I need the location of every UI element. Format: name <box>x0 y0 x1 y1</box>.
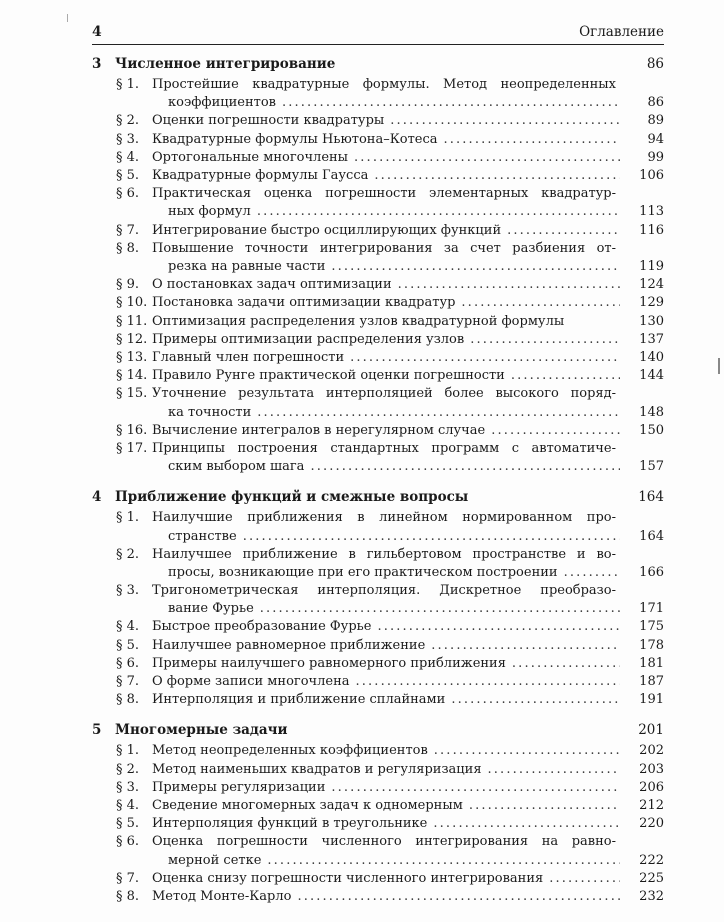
toc-entry <box>92 422 664 440</box>
section-line <box>152 742 664 760</box>
section-page: 99 <box>647 149 664 165</box>
toc-entry <box>92 167 664 185</box>
toc-entry <box>92 367 664 385</box>
scan-artifact <box>718 358 720 374</box>
toc-entry <box>92 131 664 149</box>
section-line <box>152 294 664 312</box>
section-title: коэффициентов <box>168 95 276 111</box>
chapter-heading <box>92 489 664 509</box>
section-title: Наилучшее равномерное приближение <box>152 637 426 653</box>
section-number: § 6. <box>116 186 140 202</box>
section-number: § 16. <box>116 422 148 438</box>
section-title: Тригонометрическая интерполяция. Дискретное преобразо- <box>152 583 616 599</box>
section-title: странстве <box>168 528 237 544</box>
dot-leader <box>461 294 620 312</box>
section-line <box>152 276 664 294</box>
section-body <box>152 546 664 582</box>
section-line <box>152 870 664 888</box>
section-number: § 6. <box>116 655 140 671</box>
toc-entry <box>92 655 664 673</box>
toc-entry <box>92 240 664 276</box>
section-number: § 10. <box>116 295 148 311</box>
section-line <box>152 203 664 221</box>
section-title: Интерполяция и приближение сплайнами <box>152 692 446 708</box>
section-line <box>152 404 664 422</box>
section-title: Наилучшее приближение в гильбертовом пространстве и во- <box>152 546 616 562</box>
section-number: § 7. <box>116 870 140 886</box>
section-number: § 2. <box>116 113 140 129</box>
section-title: резка на равные части <box>168 258 326 274</box>
section-title: Правило Рунге практической оценки погрешности <box>152 368 505 384</box>
toc-entry <box>92 582 664 618</box>
section-line <box>152 258 664 276</box>
section-body <box>152 637 664 655</box>
section-number: § 15. <box>116 386 148 402</box>
section-body <box>152 509 664 545</box>
section-line <box>152 655 664 673</box>
section-number: § 9. <box>116 277 140 293</box>
toc-entry <box>92 112 664 130</box>
section-number: § 4. <box>116 619 140 635</box>
section-line <box>152 440 664 458</box>
section-number: § 13. <box>116 349 148 365</box>
dot-leader <box>434 742 620 760</box>
section-line <box>152 528 664 546</box>
section-title: Сведение многомерных задач к одномерным <box>152 798 463 814</box>
section-page: 181 <box>639 655 664 671</box>
table-of-contents <box>92 56 664 906</box>
dot-leader <box>390 112 620 130</box>
section-line <box>152 185 664 203</box>
chapter-page: 201 <box>638 722 664 739</box>
section-line <box>152 149 664 167</box>
toc-entry <box>92 509 664 545</box>
chapter-title: Приближение функций и смежные вопросы <box>115 489 469 506</box>
chapter-page: 86 <box>646 56 664 72</box>
chapter-number: 5 <box>92 722 102 739</box>
section-body <box>152 779 664 797</box>
dot-leader <box>564 564 620 582</box>
chapter-title: Численное интегрирование <box>115 56 336 72</box>
chapter-title: Многомерные задачи <box>115 722 288 739</box>
dot-leader <box>469 797 620 815</box>
section-line <box>152 582 664 600</box>
toc-entry <box>92 385 664 421</box>
section-line <box>152 564 664 582</box>
section-body <box>152 691 664 709</box>
section-number: § 7. <box>116 674 140 690</box>
section-line <box>152 422 664 440</box>
section-title: мерной сетке <box>168 852 262 868</box>
toc-entry <box>92 546 664 582</box>
section-page: 187 <box>639 674 664 690</box>
section-page: 171 <box>639 601 664 617</box>
section-line <box>152 546 664 564</box>
toc-entry <box>92 276 664 294</box>
section-page: 157 <box>639 459 664 475</box>
running-head: Оглавление <box>579 24 664 40</box>
toc-entry <box>92 349 664 367</box>
dot-leader <box>444 131 621 149</box>
section-body <box>152 331 664 349</box>
section-title: Постановка задачи оптимизации квадратур <box>152 295 456 311</box>
dot-leader <box>470 331 620 349</box>
section-body <box>152 167 664 185</box>
section-line <box>152 313 664 331</box>
section-number: § 12. <box>116 331 148 347</box>
section-body <box>152 761 664 779</box>
section-number: § 8. <box>116 889 140 905</box>
section-title: Метод неопределенных коэффициентов <box>152 743 428 759</box>
section-number: § 7. <box>116 222 140 238</box>
section-body <box>152 422 664 440</box>
section-title: ных формул <box>168 204 251 220</box>
section-page: 220 <box>639 816 664 832</box>
toc-entry <box>92 888 664 906</box>
toc-entry <box>92 779 664 797</box>
section-body <box>152 440 664 476</box>
section-title: Наилучшие приближения в линейном нормированном про- <box>152 510 616 526</box>
section-number: § 4. <box>116 798 140 814</box>
section-number: § 5. <box>116 167 140 183</box>
section-title: Ортогональные многочлены <box>152 149 349 165</box>
section-title: О форме записи многочлена <box>152 674 350 690</box>
section-number: § 6. <box>116 834 140 850</box>
toc-entry <box>92 331 664 349</box>
section-title: Метод наименьших квадратов и регуляризация <box>152 761 482 777</box>
section-number: § 4. <box>116 149 140 165</box>
section-body <box>152 76 664 112</box>
toc-entry <box>92 833 664 869</box>
section-body <box>152 294 664 312</box>
dot-leader <box>398 276 620 294</box>
section-body <box>152 673 664 691</box>
section-line <box>152 94 664 112</box>
section-body <box>152 742 664 760</box>
chapter-page: 164 <box>638 489 664 506</box>
section-body <box>152 240 664 276</box>
section-title: Быстрое преобразование Фурье <box>152 619 372 635</box>
section-line <box>152 797 664 815</box>
toc-entry <box>92 149 664 167</box>
section-title: просы, возникающие при его практическом построении <box>168 564 558 580</box>
section-title: Интерполяция функций в треугольнике <box>152 816 428 832</box>
section-title: Квадратурные формулы Гаусса <box>152 167 369 183</box>
section-page: 140 <box>639 349 664 365</box>
toc-entry <box>92 185 664 221</box>
section-number: § 8. <box>116 692 140 708</box>
section-number: § 1. <box>116 743 140 759</box>
section-title: Уточнение результата интерполяцией более высокого поряд- <box>152 386 616 402</box>
section-page: 89 <box>647 113 664 129</box>
section-page: 86 <box>647 95 664 111</box>
dot-leader <box>431 637 620 655</box>
section-page: 164 <box>639 528 664 544</box>
section-line <box>152 888 664 906</box>
toc-entry <box>92 618 664 636</box>
section-number: § 8. <box>116 240 140 256</box>
dot-leader <box>507 222 620 240</box>
toc-entry <box>92 691 664 709</box>
dot-leader <box>356 673 620 691</box>
page-number: 4 <box>92 24 102 40</box>
section-title: ским выбором шага <box>168 459 305 475</box>
dot-leader <box>491 422 620 440</box>
section-line <box>152 618 664 636</box>
section-title: Оценка погрешности численного интегрирования на равно- <box>152 834 616 850</box>
scan-artifact <box>67 14 68 22</box>
section-page: 106 <box>639 167 664 183</box>
page-header <box>92 24 664 45</box>
section-page: 124 <box>639 277 664 293</box>
section-title: Принципы построения стандартных программ с автоматиче- <box>152 440 616 456</box>
toc-entry <box>92 870 664 888</box>
toc-entry <box>92 440 664 476</box>
section-body <box>152 276 664 294</box>
section-body <box>152 367 664 385</box>
section-title: Главный член погрешности <box>152 349 345 365</box>
section-body <box>152 313 664 331</box>
section-body <box>152 870 664 888</box>
section-page: 225 <box>639 870 664 886</box>
chapter-number: 4 <box>92 489 102 506</box>
toc-entry <box>92 294 664 312</box>
section-page: 191 <box>639 692 664 708</box>
section-number: § 11. <box>116 313 148 329</box>
section-number: § 2. <box>116 546 140 562</box>
section-line <box>152 691 664 709</box>
section-body <box>152 655 664 673</box>
section-page: 203 <box>639 761 664 777</box>
section-number: § 14. <box>116 368 148 384</box>
section-line <box>152 240 664 258</box>
dot-leader <box>257 404 620 422</box>
dot-leader <box>374 167 620 185</box>
section-line <box>152 852 664 870</box>
section-page: 129 <box>639 295 664 311</box>
section-title: О постановках задач оптимизации <box>152 277 392 293</box>
section-line <box>152 76 664 94</box>
section-page: 94 <box>647 131 664 147</box>
dot-leader <box>377 618 620 636</box>
section-title: ка точности <box>168 404 252 420</box>
section-body <box>152 131 664 149</box>
section-title: вание Фурье <box>168 601 254 617</box>
chapter-heading <box>92 56 664 76</box>
section-body <box>152 618 664 636</box>
section-number: § 3. <box>116 583 140 599</box>
section-title: Квадратурные формулы Ньютона–Котеса <box>152 131 438 147</box>
section-page: 175 <box>639 619 664 635</box>
section-body <box>152 888 664 906</box>
toc-entry <box>92 742 664 760</box>
section-number: § 1. <box>116 77 140 92</box>
section-title: Оценки погрешности квадратуры <box>152 113 385 129</box>
dot-leader <box>297 888 620 906</box>
section-page: 148 <box>639 404 664 420</box>
dot-leader <box>260 600 620 618</box>
section-page: 130 <box>639 313 664 329</box>
section-page: 222 <box>639 852 664 868</box>
toc-entry <box>92 76 664 112</box>
section-body <box>152 815 664 833</box>
toc-entry <box>92 761 664 779</box>
dot-leader <box>257 203 620 221</box>
section-page: 119 <box>639 258 664 274</box>
section-page: 137 <box>639 331 664 347</box>
section-body <box>152 349 664 367</box>
section-title: Интегрирование быстро осциллирующих функций <box>152 222 502 238</box>
section-line <box>152 222 664 240</box>
dot-leader <box>549 870 620 888</box>
section-page: 178 <box>639 637 664 653</box>
section-title: Примеры наилучшего равномерного приближения <box>152 655 506 671</box>
section-title: Оптимизация распределения узлов квадратурной формулы <box>152 313 565 329</box>
section-line <box>152 367 664 385</box>
section-page: 212 <box>639 798 664 814</box>
section-line <box>152 385 664 403</box>
section-title: Простейшие квадратурные формулы. Метод неопределенных <box>152 77 616 92</box>
toc-entry <box>92 222 664 240</box>
section-page: 232 <box>639 889 664 905</box>
section-line <box>152 349 664 367</box>
section-page: 206 <box>639 779 664 795</box>
section-body <box>152 797 664 815</box>
section-line <box>152 637 664 655</box>
section-body <box>152 185 664 221</box>
section-line <box>152 331 664 349</box>
section-body <box>152 582 664 618</box>
chapter-number: 3 <box>92 56 102 72</box>
section-line <box>152 112 664 130</box>
dot-leader <box>354 149 620 167</box>
section-number: § 2. <box>116 761 140 777</box>
section-page: 150 <box>639 422 664 438</box>
section-line <box>152 131 664 149</box>
section-number: § 5. <box>116 637 140 653</box>
dot-leader <box>488 761 620 779</box>
dot-leader <box>350 349 620 367</box>
section-line <box>152 458 664 476</box>
toc-entry <box>92 313 664 331</box>
section-body <box>152 833 664 869</box>
section-number: § 1. <box>116 510 140 526</box>
dot-leader <box>310 458 620 476</box>
section-line <box>152 833 664 851</box>
toc-entry <box>92 815 664 833</box>
section-line <box>152 673 664 691</box>
section-body <box>152 112 664 130</box>
section-number: § 3. <box>116 779 140 795</box>
dot-leader <box>512 655 620 673</box>
section-title: Примеры регуляризации <box>152 779 326 795</box>
toc-entry <box>92 797 664 815</box>
section-title: Повышение точности интегрирования за счет разбиения от- <box>152 240 616 256</box>
dot-leader <box>451 691 620 709</box>
section-line <box>152 600 664 618</box>
chapter-heading <box>92 722 664 742</box>
dot-leader <box>267 852 620 870</box>
section-line <box>152 509 664 527</box>
section-title: Оценка снизу погрешности численного интегрирования <box>152 870 544 886</box>
section-page: 144 <box>639 368 664 384</box>
dot-leader <box>331 258 620 276</box>
section-page: 202 <box>639 743 664 759</box>
section-page: 116 <box>639 222 664 238</box>
dot-leader <box>282 94 620 112</box>
section-number: § 5. <box>116 816 140 832</box>
section-page: 113 <box>639 204 664 220</box>
dot-leader <box>433 815 620 833</box>
section-line <box>152 815 664 833</box>
section-line <box>152 779 664 797</box>
section-title: Вычисление интегралов в нерегулярном случае <box>152 422 486 438</box>
section-number: § 17. <box>116 440 148 456</box>
section-body <box>152 222 664 240</box>
section-body <box>152 149 664 167</box>
section-title: Примеры оптимизации распределения узлов <box>152 331 465 347</box>
dot-leader <box>331 779 620 797</box>
section-title: Метод Монте-Карло <box>152 889 292 905</box>
section-title: Практическая оценка погрешности элементарных квадратур- <box>152 186 616 202</box>
section-line <box>152 167 664 185</box>
dot-leader <box>511 367 620 385</box>
section-line <box>152 761 664 779</box>
toc-entry <box>92 637 664 655</box>
section-body <box>152 385 664 421</box>
section-number: § 3. <box>116 131 140 147</box>
dot-leader <box>243 528 620 546</box>
toc-entry <box>92 673 664 691</box>
section-page: 166 <box>639 564 664 580</box>
